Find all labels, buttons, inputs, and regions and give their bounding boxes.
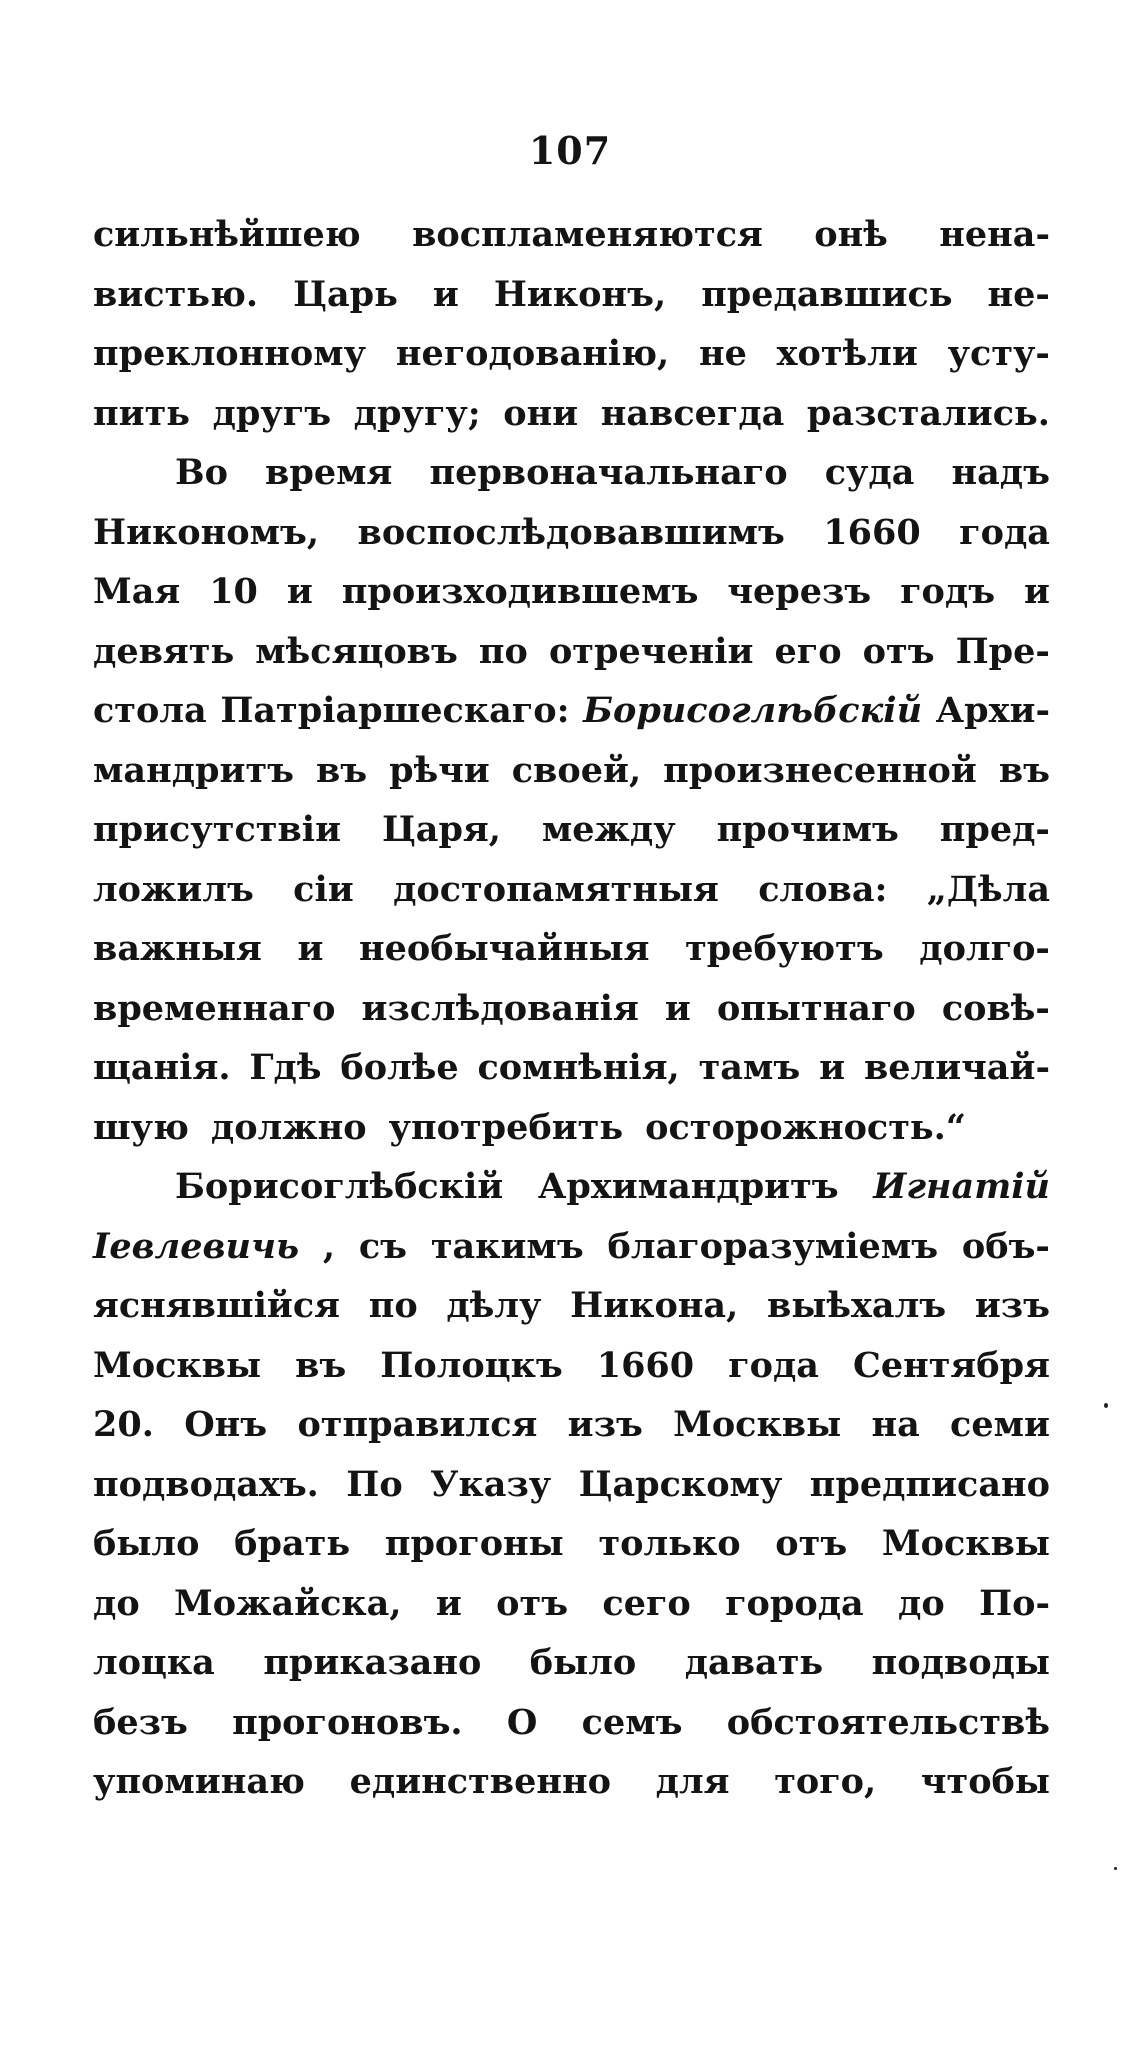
word: и [819, 1047, 846, 1088]
word: было [93, 1523, 200, 1564]
word: года [959, 511, 1050, 553]
word: Пре- [955, 630, 1050, 672]
text-line [93, 324, 1050, 384]
text-line [93, 741, 1050, 801]
word: на [871, 1404, 920, 1445]
word: разстались. [806, 392, 1050, 434]
word: навсегда [600, 392, 785, 434]
word: 10 [209, 571, 258, 612]
word: съ [358, 1225, 408, 1267]
word: только [598, 1523, 741, 1564]
word: надъ [951, 452, 1050, 493]
word: года [728, 1344, 819, 1386]
word: тамъ [698, 1047, 801, 1088]
text-line [93, 1693, 1050, 1753]
word: своей, [511, 749, 642, 791]
word: не [698, 333, 747, 374]
word: и [664, 987, 691, 1029]
word: для [655, 1761, 730, 1802]
word: негодованію, [395, 333, 670, 374]
word: 1660 [823, 511, 921, 553]
italic-word: Игнатій [873, 1166, 1050, 1207]
word: его [774, 630, 842, 672]
word: опытнаго [716, 987, 916, 1029]
word: Никонъ, [493, 273, 667, 315]
word: усту- [947, 333, 1050, 374]
text-line [93, 979, 1050, 1039]
word: по [478, 630, 528, 672]
text-line [93, 1633, 1050, 1693]
text-line [93, 1574, 1050, 1634]
word: и [1023, 571, 1050, 612]
text-line [93, 205, 1050, 265]
word: необычайныя [359, 928, 650, 969]
text-line [93, 919, 1050, 979]
word: Указу [430, 1463, 552, 1505]
word: Царя, [381, 809, 501, 850]
text-line [93, 1098, 1050, 1158]
word: По- [979, 1582, 1050, 1624]
word: пред- [939, 809, 1050, 850]
word: упоминаю [93, 1761, 305, 1802]
word: дѣлу [446, 1285, 542, 1326]
word: суда [824, 452, 915, 493]
word: мандритъ [93, 749, 294, 791]
word: важныя [93, 928, 262, 969]
word: ложилъ [93, 868, 254, 910]
word: нена- [939, 214, 1050, 255]
word: Борисоглѣбскій [175, 1166, 504, 1207]
word: шую [93, 1106, 189, 1148]
word: отреченіи [548, 630, 754, 672]
word: По [346, 1463, 403, 1505]
word: хотѣли [776, 333, 918, 374]
word: временнаго [93, 987, 336, 1029]
word: сильнѣйшею [93, 214, 361, 255]
word: сіи [293, 868, 354, 910]
word: и [435, 1582, 462, 1624]
word: предавшись [701, 273, 953, 315]
italic-word: Борисоглѣбскій [583, 690, 923, 731]
word: сомнѣнія, [477, 1047, 680, 1088]
word: объ- [961, 1225, 1050, 1267]
word: присутствіи [93, 809, 342, 850]
word: девять [93, 630, 235, 672]
word: до [898, 1582, 945, 1624]
word: они [503, 392, 579, 434]
word: Патріаршескаго: [220, 690, 570, 731]
text-line [93, 1038, 1050, 1098]
word: произнесенной [663, 749, 977, 791]
word: изслѣдованія [361, 987, 639, 1029]
word: брать [234, 1523, 351, 1564]
word: отъ [496, 1582, 569, 1624]
word: было [529, 1642, 637, 1683]
text-line [93, 1455, 1050, 1515]
word: лоцка [93, 1642, 215, 1683]
italic-word: Іевлевичь [93, 1225, 300, 1267]
word: города [725, 1582, 864, 1624]
word: рѣчи [389, 749, 490, 791]
word: вистью. [93, 273, 259, 315]
word: обстоятельствѣ [726, 1701, 1050, 1743]
word: семи [950, 1404, 1050, 1445]
text-line [93, 1336, 1050, 1396]
word: О [506, 1701, 538, 1743]
word: воспослѣдовавшимъ [357, 511, 785, 553]
word: онѣ [814, 214, 888, 255]
text-line [93, 1514, 1050, 1574]
word: Можайска, [174, 1582, 402, 1624]
word: мѣсяцовъ [255, 630, 458, 672]
word: прочимъ [716, 809, 899, 850]
word: отправился [297, 1404, 538, 1445]
body-text [93, 205, 1050, 1812]
word: Гдѣ [249, 1047, 322, 1088]
word: предписано [809, 1463, 1050, 1505]
text-line [93, 1752, 1050, 1812]
text-line [93, 681, 1050, 741]
word: „Дѣла [926, 868, 1050, 910]
word: произходившемъ [341, 571, 699, 612]
word: Никономъ, [93, 511, 320, 553]
text-line [93, 265, 1050, 325]
word: 1660 [596, 1344, 695, 1386]
text-line [93, 800, 1050, 860]
word: Онъ [184, 1404, 268, 1445]
word: Никона, [570, 1285, 739, 1326]
word: Москвы [881, 1523, 1050, 1564]
word: Сентября [852, 1344, 1050, 1386]
text-line [93, 562, 1050, 622]
word: благоразуміемъ [607, 1225, 939, 1267]
word: между [541, 809, 676, 850]
word: Москвы [673, 1404, 842, 1445]
word: Царскому [578, 1463, 783, 1505]
text-line [93, 622, 1050, 682]
word: не- [987, 273, 1050, 315]
word: семъ [581, 1701, 683, 1743]
word: сего [602, 1582, 691, 1624]
word: изъ [567, 1404, 643, 1445]
word: щанія. [93, 1047, 231, 1088]
word: до [93, 1582, 140, 1624]
word: пить [93, 392, 191, 434]
word: Москвы [93, 1344, 262, 1386]
word: воспламеняются [412, 214, 763, 255]
word: величай- [863, 1047, 1050, 1088]
word: прогоны [384, 1523, 564, 1564]
word: чтобы [920, 1761, 1050, 1802]
word: единственно [349, 1761, 611, 1802]
word: и [432, 273, 459, 315]
word: яснявшійся [93, 1285, 340, 1326]
word: Мая [93, 571, 181, 612]
word: достопамятныя [393, 868, 719, 910]
print-speck [1104, 1403, 1108, 1408]
word: употребить [388, 1106, 624, 1148]
word: 20. [93, 1404, 154, 1445]
word: отъ [862, 630, 935, 672]
word: стола [93, 690, 207, 731]
word: годъ [900, 571, 996, 612]
text-line [93, 1157, 1050, 1217]
word: выѣхалъ [767, 1285, 947, 1326]
word: отъ [775, 1523, 848, 1564]
word: изъ [974, 1285, 1050, 1326]
word: должно [210, 1106, 367, 1148]
word: совѣ- [941, 987, 1050, 1029]
word: того, [774, 1761, 877, 1802]
word: по [368, 1285, 418, 1326]
word: другу; [353, 392, 481, 434]
word: Полоцкъ [380, 1344, 563, 1386]
word: время [265, 452, 393, 493]
print-speck [1114, 1867, 1117, 1870]
word: черезъ [727, 571, 872, 612]
word: Во [175, 452, 228, 493]
word: осторожность.“ [645, 1106, 967, 1148]
text-line [93, 860, 1050, 920]
word: такимъ [430, 1225, 584, 1267]
word: первоначальнаго [429, 452, 788, 493]
word: другъ [212, 392, 332, 434]
text-line [93, 503, 1050, 563]
word: прогоновъ. [232, 1701, 463, 1743]
word: въ [315, 749, 368, 791]
word: и [286, 571, 313, 612]
word: безъ [93, 1701, 188, 1743]
text-line [93, 1276, 1050, 1336]
text-line [93, 384, 1050, 444]
word: и [297, 928, 324, 969]
page-number: 107 [528, 128, 612, 173]
text-line [93, 1395, 1050, 1455]
text-line [93, 443, 1050, 503]
word: подводы [871, 1642, 1050, 1683]
word: Архи- [935, 690, 1050, 731]
word: подводахъ. [93, 1463, 319, 1505]
word: въ [998, 749, 1050, 791]
word: требуютъ [685, 928, 884, 969]
word: , [322, 1225, 336, 1267]
word: въ [295, 1344, 347, 1386]
word: Царь [293, 273, 398, 315]
word: болѣе [340, 1047, 459, 1088]
word: слова: [758, 868, 888, 910]
word: приказано [263, 1642, 482, 1683]
word: преклонному [93, 333, 367, 374]
text-line [93, 1217, 1050, 1277]
word: давать [684, 1642, 824, 1683]
word: Архимандритъ [537, 1166, 839, 1207]
word: долго- [919, 928, 1050, 969]
